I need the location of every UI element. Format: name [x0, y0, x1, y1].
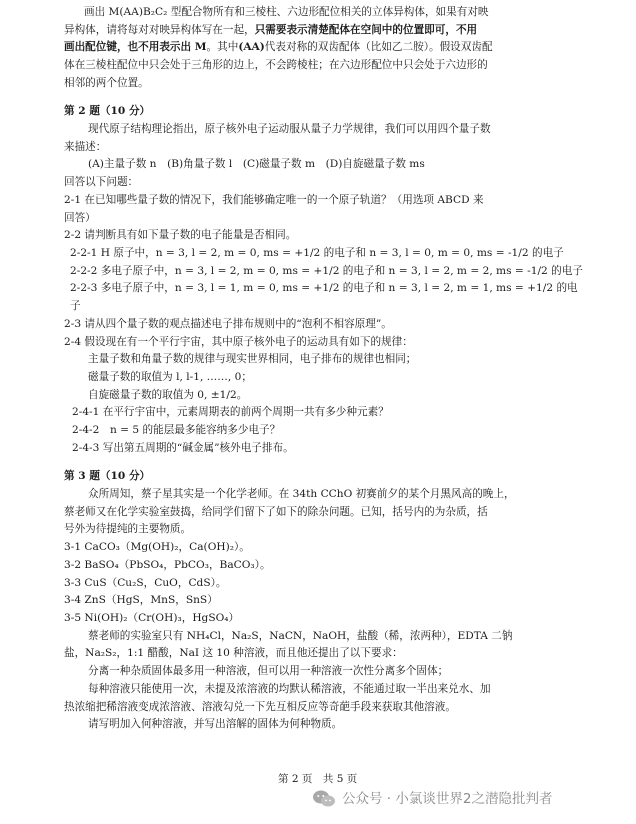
q2-line: 自旋磁量子数的取值为 0, ±1/2。: [88, 389, 248, 401]
q2-line: 2-4-1 在平行宇宙中，元素周期表的前两个周期一共有多少种元素？: [72, 406, 389, 418]
q3-line: 众所周知，蔡子星其实是一个化学老师。在 34th CChO 初赛前夕的某个月黑风高的晚上，: [88, 488, 515, 500]
q2-line: 回答以下问题：: [64, 176, 139, 188]
q2-line: 2-4-3 写出第五周期的“碱金属”核外电子排布。: [72, 442, 294, 454]
q3-line: 3-5 Ni(OH)₂（Cr(OH)₃，HgSO₄）: [64, 612, 240, 624]
q3-line: 请写明加入何种溶液，并写出溶解的固体为何种物质。: [88, 718, 343, 730]
q2-line: 来描述：: [64, 141, 107, 153]
intro-line-2: 异构体，请将每对对映异构体写在一起，只需要表示清楚配体在空间中的位置即可，不用: [64, 24, 478, 36]
intro-line-1: 画出 M(AA)B₂C₂ 型配合物所有和三棱柱、六边形配位相关的立体异构体，如果有对映: [84, 6, 489, 18]
watermark-text: 公众号 · 小氯谈世界2之潜隐批判者: [342, 790, 553, 807]
q2-line: 主量子数和角量子数的规律与现实世界相同，电子排布的规律也相同；: [88, 353, 417, 365]
q2-heading: 第 2 题（10 分）: [64, 105, 151, 117]
q2-line: 现代原子结构理论指出，原子核外电子运动服从量子力学规律，我们可以用四个量子数: [88, 123, 491, 135]
q3-line: 蔡老师又在化学实验室鼓捣，给同学们留下了如下的除杂问题。已知，括号内的为杂质，括: [64, 506, 488, 518]
q3-line: 3-4 ZnS（HgS，MnS，SnS）: [64, 594, 218, 606]
q2-line: 2-2-2 多电子原子中，n = 3, l = 2, m = 0, ms = +1/2 的电子和 n = 3, l = 2, m = 2, ms = -1/2 的电子: [70, 265, 583, 277]
watermark: [312, 786, 552, 812]
q2-line: 2-1 在已知哪些量子数的情况下，我们能够确定唯一的一个原子轨道？（用选项 ABCD 来: [64, 194, 484, 206]
q2-line: 2-2 请判断具有如下量子数的电子能量是否相同。: [64, 229, 297, 241]
q2-line: 2-4 假设现在有一个平行宇宙，其中原子核外电子的运动具有如下的规律：: [64, 336, 413, 348]
q2-line: 2-3 请从四个量子数的观点描述电子排布规则中的“泡利不相容原理”。: [64, 318, 392, 330]
q2-line: 回答）: [64, 212, 96, 224]
q2-line: 磁量子数的取值为 l, l-1, ……, 0；: [88, 371, 252, 383]
q3-line: 3-3 CuS（Cu₂S，CuO，CdS）。: [64, 577, 227, 589]
q3-line: 3-1 CaCO₃（Mg(OH)₂，Ca(OH)₂）。: [64, 541, 250, 553]
intro-line-4: 体在三棱柱配位中只会处于三角形的边上，不会跨棱柱；在六边形配位中只会处于六边形的: [64, 59, 488, 71]
intro-line-3: 画出配位键，也不用表示出 M。其中(AA)代表对称的双齿配体（比如乙二胺）。假设双齿配: [64, 41, 493, 53]
q2-line: 2-4-2 n = 5 的能层最多能容纳多少电子？: [72, 424, 281, 436]
intro-line-5: 相邻的两个位置。: [64, 77, 149, 89]
q3-heading: 第 3 题（10 分）: [64, 470, 151, 482]
q3-line: 3-2 BaSO₄（PbSO₄，PbCO₃，BaCO₃）。: [64, 559, 271, 571]
q2-line: 子: [70, 300, 81, 312]
q3-line: 热浓缩把稀溶液变成浓溶液、溶液勾兑一下先互相反应等奇葩手段来获取其他溶液。: [64, 701, 456, 713]
wechat-icon: [312, 789, 336, 809]
q3-line: 蔡老师的实验室只有 NH₄Cl，Na₂S，NaCN，NaOH，盐酸（稀，浓两种），EDTA 二钠: [88, 630, 513, 642]
q3-line: 盐，Na₂S₂，1:1 醋酸，NaI 这 10 种溶液，而且他还提出了以下要求：: [64, 647, 403, 659]
q2-line: (A)主量子数 n (B)角量子数 l (C)磁量子数 m (D)自旋磁量子数 ms: [88, 158, 425, 170]
q3-line: 分离一种杂质固体最多用一种溶液，但可以用一种溶液一次性分离多个固体；: [88, 665, 449, 677]
q2-line: 2-2-3 多电子原子中，n = 3, l = 1, m = 0, ms = +1/2 的电子和 n = 3, l = 2, m = 1, ms = +1/2 的电: [70, 282, 578, 294]
q2-line: 2-2-1 H 原子中，n = 3, l = 2, m = 0, ms = +1/2 的电子和 n = 3, l = 0, m = 0, ms = -1/2 的电子: [70, 247, 564, 259]
page-footer: 第 2 页 共 5 页: [278, 773, 358, 785]
q3-line: 每种溶液只能使用一次，未提及浓溶液的均默认稀溶液，不能通过取一半出来兑水、加: [88, 683, 491, 695]
q3-line: 号外为待提纯的主要物质。: [64, 523, 192, 535]
